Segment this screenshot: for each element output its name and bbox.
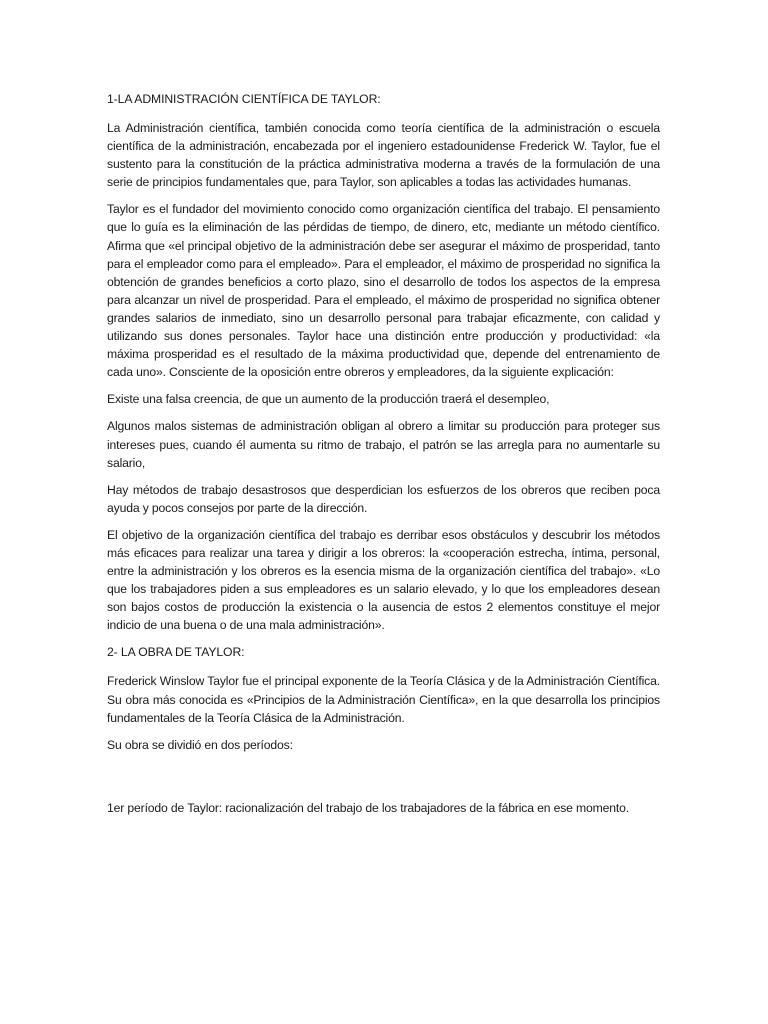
paragraph-first-period: 1er período de Taylor: racionalización del trabajo de los trabajadores de la fábrica en ese momento. (107, 800, 630, 815)
paragraph-two-periods: Su obra se dividió en dos períodos: (107, 737, 293, 752)
blank-space (107, 763, 660, 799)
paragraph-bad-systems: Algunos malos sistemas de administración obligan al obrero a limitar su producción para proteger sus intereses pues, cuando él aumenta su ritmo de trabajo, el patrón se las arregla para no aumentarle su salario, (107, 419, 660, 470)
paragraph-taylor-work: Frederick Winslow Taylor fue el principal exponente de la Teoría Clásica y de la Administración Científica. Su obra más conocida es «Principios de la Administración Científica», en la que desarrolla los principios fundamentales de la Teoría Clásica de la Administración. (107, 674, 660, 725)
section-heading-2: 2- LA OBRA DE TAYLOR: (107, 645, 245, 660)
paragraph-objective: El objetivo de la organización científica del trabajo es derribar esos obstáculos y descubrir los métodos más eficaces para realizar una tarea y dirigir a los obreros: la «cooperación estrecha, íntima, personal, entre la administración y los obreros es la esencia misma de la organización científica del trabajo». «Lo que los trabajadores piden a sus empleadores es un salario elevado, y lo que los empleadores desean son bajos costos de producción la existencia o la ausencia de estos 2 elementos constituye el mejor indicio de una buena o de una mala administración». (107, 527, 660, 633)
paragraph-taylor-founder: Taylor es el fundador del movimiento conocido como organización científica del trabajo. El pensamiento que lo guía es la eliminación de las pérdidas de tiempo, de dinero, etc, mediante un método científico. Afirma que «el principal objetivo de la administración debe ser asegurar el máximo de prosperidad, tanto para el empleador como para el empleado». Para el empleador, el máximo de prosperidad no significa la obtención de grandes beneficios a corto plazo, sino el desarrollo de todos los aspectos de la empresa para alcanzar un nivel de prosperidad. Para el empleado, el máximo de prosperidad no significa obtener grandes salarios de inmediato, sino un desarrollo personal para trabajar eficazmente, con calidad y utilizando sus dones personales. Taylor hace una distinción entre producción y productividad: «la máxima prosperidad es el resultado de la máxima productividad que, depende del entrenamiento de cada uno». Consciente de la oposición entre obreros y empleadores, da la siguiente explicación: (107, 202, 660, 380)
document-page (107, 90, 660, 826)
section-heading-1: 1-LA ADMINISTRACIÓN CIENTÍFICA DE TAYLOR: (107, 92, 381, 106)
paragraph-false-belief: Existe una falsa creencia, de que un aumento de la producción traerá el desempleo, (107, 392, 550, 407)
paragraph-disastrous-methods: Hay métodos de trabajo desastrosos que desperdician los esfuerzos de los obreros que reciben poca ayuda y pocos consejos por parte de la dirección. (107, 482, 660, 515)
paragraph-intro: La Administración científica, también conocida como teoría científica de la administración o escuela científica de la administración, encabezada por el ingeniero estadounidense Frederick W. Taylor, fue el sustento para la constitución de la práctica administrativa moderna a través de la formulación de una serie de principios fundamentales que, para Taylor, son aplicables a todas las actividades humanas. (107, 121, 660, 190)
